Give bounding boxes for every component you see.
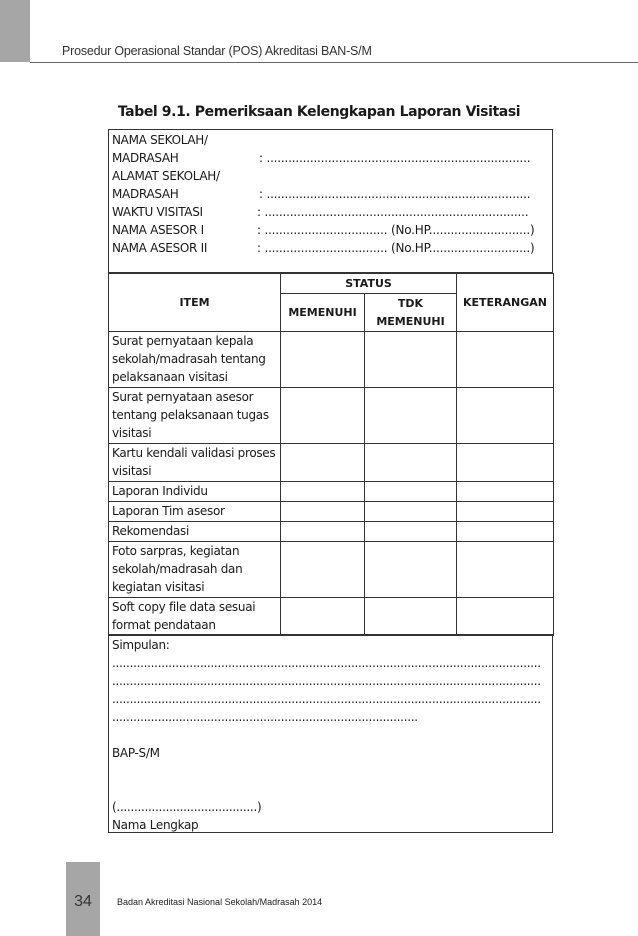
signature-line: (........................................) [112,800,262,814]
cell-tdk-memenuhi [365,502,457,522]
footer-text: Badan Akreditasi Nasional Sekolah/Madrasah 2014 [117,897,323,907]
row-item: Surat pernyataan asesor tentang pelaksanaan tugas visitasi [109,388,281,444]
table-row [109,388,554,444]
cell-memenuhi [281,444,365,482]
checklist-table [108,273,554,636]
cell-memenuhi [281,332,365,388]
label-asesor-1: NAMA ASESOR I [112,223,204,237]
cell-tdk-memenuhi [365,444,457,482]
cell-memenuhi [281,542,365,598]
cell-memenuhi [281,482,365,502]
table-row [109,522,554,542]
header-keterangan: KETERANGAN [457,274,554,332]
bap-label: BAP-S/M [112,746,160,760]
cell-memenuhi [281,388,365,444]
value-alamat: : ......................................................................... [259,187,531,201]
label-nama-sekolah-2: MADRASAH [112,151,179,165]
cell-tdk-memenuhi [365,522,457,542]
label-alamat-1: ALAMAT SEKOLAH/ [112,169,220,183]
cell-memenuhi [281,522,365,542]
header-status: STATUS [281,274,457,294]
row-item: Foto sarpras, kegiatan sekolah/madrasah dan kegiatan visitasi [109,542,281,598]
label-alamat-2: MADRASAH [112,187,179,201]
nama-lengkap-label: Nama Lengkap [112,818,199,832]
cell-keterangan [457,388,554,444]
header-tdk-line2: MEMENUHI [376,314,445,328]
simpulan-label: Simpulan: [112,638,170,652]
header-tdk-memenuhi [365,294,457,332]
header-item: ITEM [109,274,281,332]
label-asesor-2: NAMA ASESOR II [112,241,208,255]
value-waktu-visitasi: : ......................................................................... [257,205,529,219]
cell-tdk-memenuhi [365,332,457,388]
label-waktu-visitasi: WAKTU VISITASI [112,205,203,219]
table-row [109,332,554,388]
row-item: Rekomendasi [109,522,281,542]
row-item: Kartu kendali validasi proses visitasi [109,444,281,482]
row-item: Laporan Individu [109,482,281,502]
label-nama-sekolah-1: NAMA SEKOLAH/ [112,133,208,147]
cell-keterangan [457,332,554,388]
table-row [109,502,554,522]
running-header: Prosedur Operasional Standar (POS) Akreditasi BAN-S/M [62,44,372,58]
visit-info-box [108,129,553,273]
header-corner-tab [0,0,30,62]
simpulan-line: .......................................................................................................................... [112,656,541,670]
row-item: Surat pernyataan kepala sekolah/madrasah tentang pelaksanaan visitasi [109,332,281,388]
header-rule [30,62,638,63]
value-asesor-1: : .................................. (No.HP............................) [257,223,535,237]
header-tdk-line1: TDK [397,296,424,310]
value-nama-sekolah: : ......................................................................... [259,151,531,165]
cell-memenuhi [281,502,365,522]
cell-tdk-memenuhi [365,482,457,502]
row-item: Laporan Tim asesor [109,502,281,522]
cell-keterangan [457,542,554,598]
simpulan-box [108,634,553,833]
cell-tdk-memenuhi [365,388,457,444]
cell-keterangan [457,482,554,502]
cell-tdk-memenuhi [365,542,457,598]
row-item: Soft copy file data sesuai format pendataan [109,598,281,636]
cell-keterangan [457,444,554,482]
table-title: Tabel 9.1. Pemeriksaan Kelengkapan Laporan Visitasi [117,104,521,120]
simpulan-line: ....................................................................................... [112,710,418,724]
value-asesor-2: : .................................. (No.HP............................) [257,241,535,255]
cell-keterangan [457,502,554,522]
simpulan-line: .......................................................................................................................... [112,674,541,688]
simpulan-line: .......................................................................................................................... [112,692,541,706]
table-row [109,598,554,636]
page-number: 34 [74,893,92,910]
header-memenuhi: MEMENUHI [281,294,365,332]
table-row [109,444,554,482]
cell-memenuhi [281,598,365,636]
cell-tdk-memenuhi [365,598,457,636]
cell-keterangan [457,598,554,636]
cell-keterangan [457,522,554,542]
table-row [109,482,554,502]
table-row [109,542,554,598]
